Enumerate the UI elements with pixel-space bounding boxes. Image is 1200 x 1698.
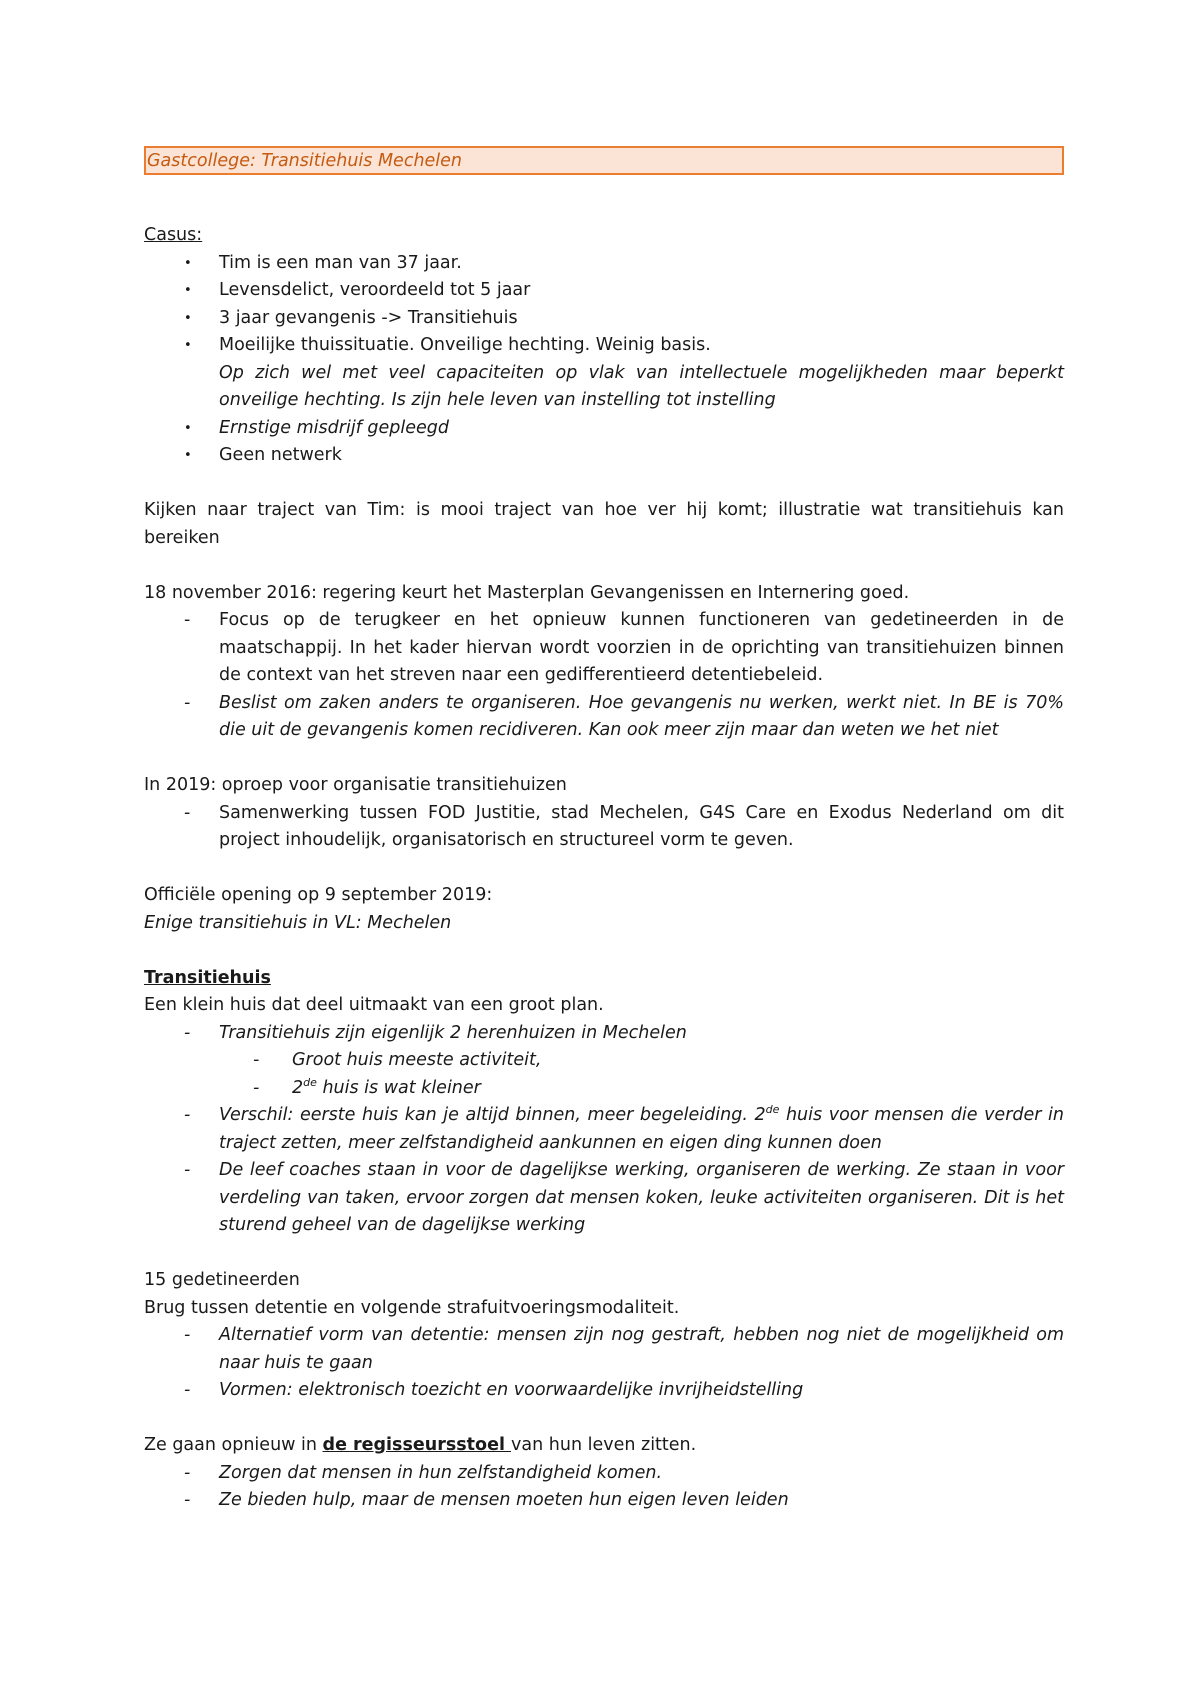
dash-marker: - xyxy=(253,1050,260,1070)
dash-marker: - xyxy=(184,802,191,823)
casus-list xyxy=(144,250,1064,470)
opening-note: Enige transitiehuis in VL: Mechelen xyxy=(144,912,452,933)
document-body xyxy=(144,146,1064,1515)
list-item: - Groot huis meeste activiteit, xyxy=(144,1047,1064,1075)
regie-list xyxy=(144,1460,1064,1515)
gedetineerden-list xyxy=(144,1322,1064,1405)
transitiehuis-sublist xyxy=(144,1047,1064,1102)
dash-marker: - xyxy=(253,1077,260,1098)
list-item: - Samenwerking tussen FOD Justitie, stad Mechelen, G4S Care en Exodus Nederland om dit project inhoudelijk, organisatorisch en structureel vorm te geven. xyxy=(144,800,1064,855)
dash-marker: - xyxy=(184,1490,191,1510)
dash-marker: - xyxy=(184,1160,191,1180)
opening-heading: Officiële opening op 9 september 2019: xyxy=(144,885,493,905)
list-item: • 3 jaar gevangenis -> Transitiehuis xyxy=(144,305,1064,333)
gedetineerden-brug: Brug tussen detentie en volgende strafuitvoeringsmodaliteit. xyxy=(144,1297,680,1318)
transitiehuis-list xyxy=(144,1020,1064,1240)
bullet-marker: • xyxy=(184,420,192,436)
dash-marker: - xyxy=(184,1380,191,1400)
list-item: - Ze bieden hulp, maar de mensen moeten hun eigen leven leiden xyxy=(144,1487,1064,1515)
oproep-heading: In 2019: oproep voor organisatie transitiehuizen xyxy=(144,775,567,795)
list-item: • Moeilijke thuissituatie. Onveilige hechting. Weinig basis. xyxy=(144,332,1064,360)
regie-paragraph: Ze gaan opnieuw in de regisseursstoel van hun leven zitten. xyxy=(144,1435,697,1455)
list-item: • Geen netwerk xyxy=(144,442,1064,470)
dash-marker: - xyxy=(184,1325,191,1345)
bullet-marker: • xyxy=(184,310,192,326)
dash-marker: - xyxy=(184,1462,191,1483)
bullet-marker: • xyxy=(184,283,192,298)
transitiehuis-heading: Transitiehuis xyxy=(144,967,271,988)
list-item: - De leef coaches staan in voor de dagelijkse werking, organiseren de werking. Ze staan in voor verdeling van taken, ervoor zorgen dat mensen koken, leuke activiteiten organiseren. Dit is het sturend geheel van de dagelijkse werking xyxy=(144,1157,1064,1240)
bullet-marker: • xyxy=(184,338,192,353)
regie-highlight: de regisseursstoel xyxy=(322,1435,512,1455)
list-item: - Alternatief vorm van detentie: mensen zijn nog gestraft, hebben nog niet de mogelijkheid om naar huis te gaan xyxy=(144,1322,1064,1377)
oproep-list xyxy=(144,800,1064,855)
gedetineerden-count: 15 gedetineerden xyxy=(144,1270,300,1290)
document-title: Gastcollege: Transitiehuis Mechelen xyxy=(144,146,1064,175)
list-item: • Levensdelict, veroordeeld tot 5 jaar xyxy=(144,277,1064,305)
casus-heading: Casus: xyxy=(144,225,203,245)
list-item: - Beslist om zaken anders te organiseren. Hoe gevangenis nu werken, werkt niet. In BE is 70% die uit de gevangenis komen recidiveren. Kan ook meer zijn maar dan weten we het niet xyxy=(144,690,1064,745)
bullet-marker: • xyxy=(184,448,192,463)
bullet-marker: • xyxy=(184,255,192,271)
list-item: - 2de huis is wat kleiner xyxy=(144,1075,1064,1103)
list-item: - Focus op de terugkeer en het opnieuw kunnen functioneren van gedetineerden in de maatschappij. In het kader hiervan wordt voorzien in de oprichting van transitiehuizen binnen de context van het streven naar een gedifferentieerd detentiebeleid. xyxy=(144,607,1064,690)
list-item: - Verschil: eerste huis kan je altijd binnen, meer begeleiding. 2de huis voor mensen die verder in traject zetten, meer zelfstandigheid aankunnen en eigen ding kunnen doen xyxy=(184,1103,1064,1153)
masterplan-list xyxy=(144,607,1064,745)
list-item: - Vormen: elektronisch toezicht en voorwaardelijke invrijheidstelling xyxy=(144,1377,1064,1405)
transitiehuis-intro: Een klein huis dat deel uitmaakt van een groot plan. xyxy=(144,995,604,1015)
dash-marker: - xyxy=(184,1105,191,1125)
list-item: • Tim is een man van 37 jaar. xyxy=(144,250,1064,278)
list-item: - Zorgen dat mensen in hun zelfstandigheid komen. xyxy=(144,1460,1064,1488)
masterplan-heading: 18 november 2016: regering keurt het Masterplan Gevangenissen en Internering goed. xyxy=(144,582,910,603)
dash-marker: - xyxy=(184,610,191,630)
traject-paragraph: Kijken naar traject van Tim: is mooi traject van hoe ver hij komt; illustratie wat transitiehuis kan bereiken xyxy=(144,500,1064,548)
dash-marker: - xyxy=(184,1022,191,1043)
list-item: • Ernstige misdrijf gepleegd xyxy=(144,415,1064,443)
casus-note: Op zich wel met veel capaciteiten op vlak van intellectuele mogelijkheden maar beperkt onveilige hechting. Is zijn hele leven van instelling tot instelling xyxy=(219,362,1064,410)
dash-marker: - xyxy=(184,692,191,713)
list-item-note xyxy=(144,360,1064,415)
list-item: - Transitiehuis zijn eigenlijk 2 herenhuizen in Mechelen - Groot huis meeste activiteit, - 2de huis is wat kleiner xyxy=(144,1020,1064,1103)
